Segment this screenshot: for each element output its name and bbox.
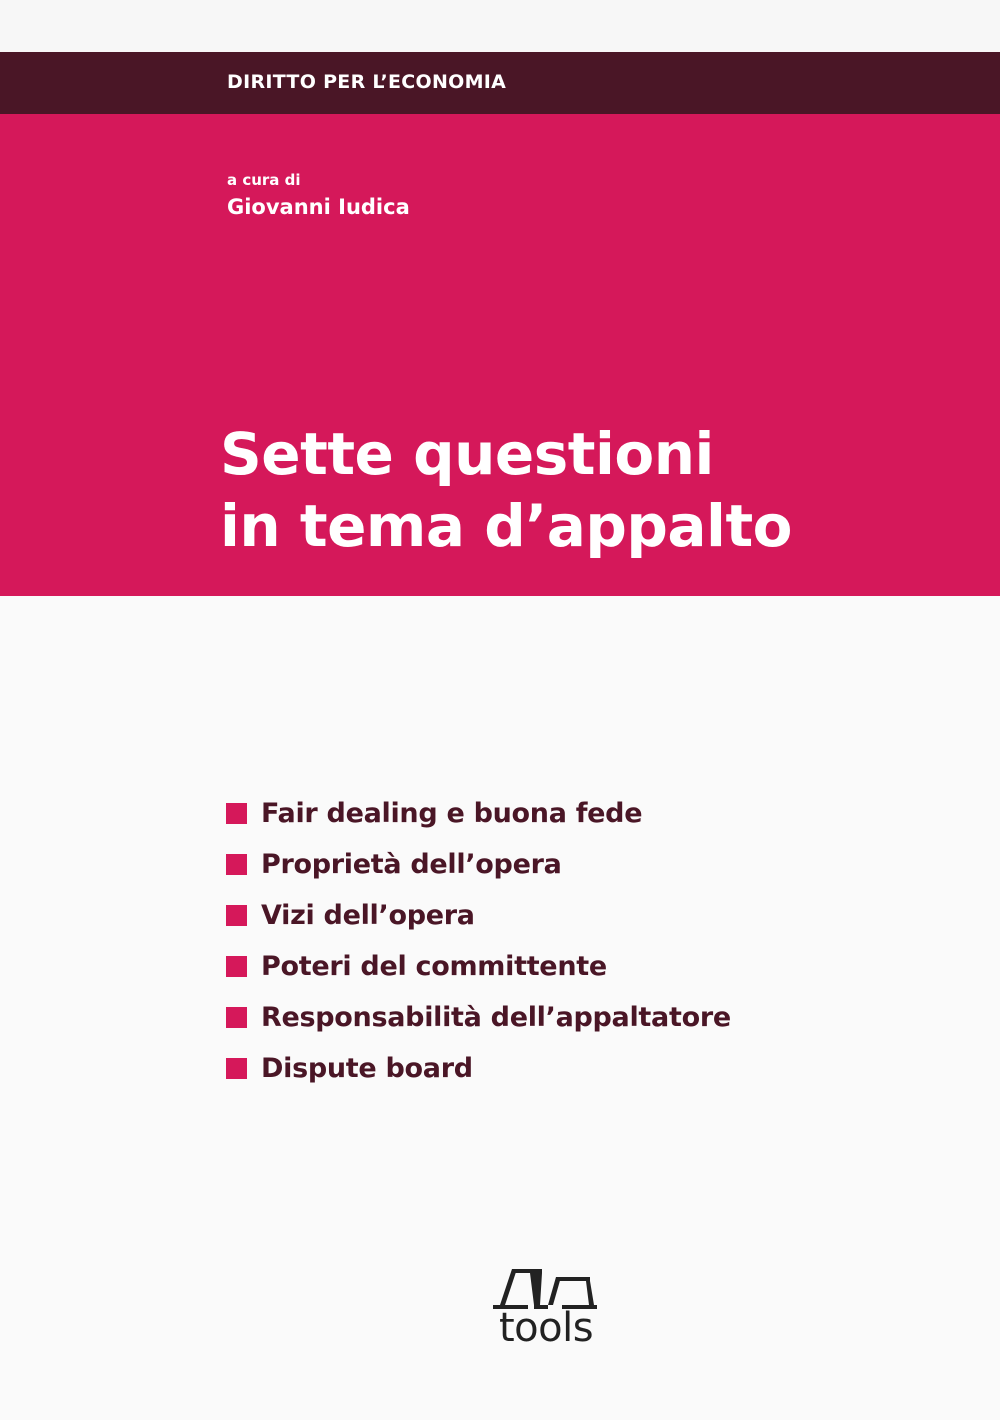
open-book-icon: [490, 1265, 600, 1310]
book-title-line-1: Sette questioni: [220, 420, 714, 488]
list-item: [226, 788, 731, 839]
list-item: [226, 992, 731, 1043]
topic-text: Poteri del committente: [261, 951, 607, 982]
square-bullet-icon: [226, 1007, 247, 1028]
series-label: DIRITTO PER L’ECONOMIA: [227, 71, 507, 93]
top-margin: [0, 0, 1000, 52]
book-title: [220, 418, 980, 562]
topic-text: Dispute board: [261, 1053, 473, 1084]
square-bullet-icon: [226, 803, 247, 824]
topic-text: Vizi dell’opera: [261, 900, 475, 931]
publisher-logo-text: tools: [499, 1305, 594, 1351]
book-title-line-2: in tema d’appalto: [220, 492, 793, 560]
topic-list: [226, 788, 731, 1094]
publisher-logo: [490, 1265, 600, 1365]
topic-text: Proprietà dell’opera: [261, 849, 562, 880]
square-bullet-icon: [226, 854, 247, 875]
editor-name: Giovanni Iudica: [227, 195, 410, 219]
list-item: [226, 890, 731, 941]
topic-text: Fair dealing e buona fede: [261, 798, 643, 829]
topic-text: Responsabilità dell’appaltatore: [261, 1002, 731, 1033]
square-bullet-icon: [226, 905, 247, 926]
square-bullet-icon: [226, 1058, 247, 1079]
list-item: [226, 1043, 731, 1094]
list-item: [226, 941, 731, 992]
square-bullet-icon: [226, 956, 247, 977]
list-item: [226, 839, 731, 890]
editor-prefix: a cura di: [227, 171, 301, 189]
